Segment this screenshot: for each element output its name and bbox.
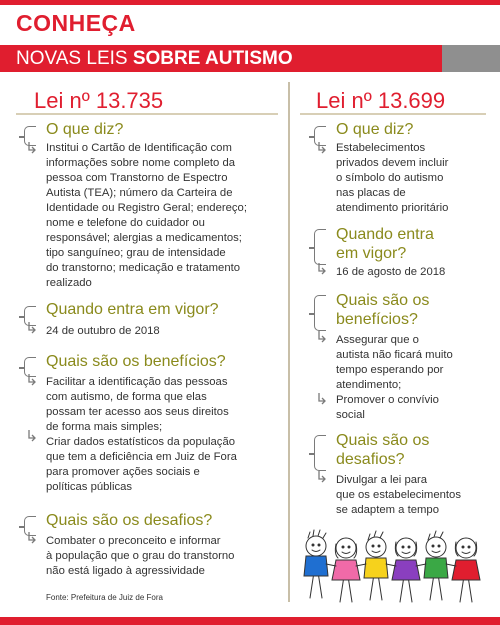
arrow-icon	[28, 532, 36, 544]
left-law-title: Lei nº 13.735	[34, 88, 164, 113]
text-line: privados devem incluir	[336, 157, 449, 169]
left-text-benefits	[46, 375, 237, 495]
text-line: não está ligado à agressividade	[46, 565, 205, 577]
arrow-icon	[318, 142, 326, 154]
right-question-benefits	[336, 291, 429, 329]
text-line: Criar dados estatísticos da população	[46, 436, 236, 448]
text-line: responsável; alergias a medicamentos;	[46, 232, 242, 244]
text-line: 16 de agosto de 2018	[336, 266, 446, 278]
left-law-rule	[16, 113, 278, 115]
text-line: o símbolo do autismo	[336, 172, 444, 184]
question-line: Quando entra	[336, 226, 434, 243]
arrow-icon	[318, 393, 326, 405]
right-question-challenges	[336, 431, 429, 469]
text-line: possam ter acesso aos seus direitos	[46, 406, 229, 418]
right-law-rule	[300, 113, 486, 115]
arrow-icon	[28, 142, 36, 154]
left-question-benefits: Quais são os benefícios?	[46, 353, 226, 370]
text-line: 24 de outubro de 2018	[46, 325, 160, 337]
text-line: de forma mais simples;	[46, 421, 163, 433]
text-line: Estabelecimentos	[336, 142, 426, 154]
text-line: à população que o grau do transtorno	[46, 550, 235, 562]
text-line: se adaptem a tempo	[336, 504, 439, 516]
left-text-challenges	[46, 534, 234, 579]
subtitle-bold: SOBRE AUTISMO	[132, 48, 293, 69]
text-line: informações sobre nome completo da	[46, 157, 236, 169]
left-text-when	[46, 324, 160, 339]
text-line: que tem a deficiência em Juiz de Fora	[46, 451, 237, 463]
text-line: para promover ações sociais e	[46, 466, 200, 478]
question-line: desafios?	[336, 451, 405, 468]
left-text-what	[46, 141, 247, 291]
text-line: atendimento prioritário	[336, 202, 449, 214]
kids-holding-hands-icon	[300, 528, 485, 608]
source-credit: Fonte: Prefeitura de Juiz de Fora	[46, 593, 163, 602]
top-red-bar	[0, 0, 500, 5]
brace-icon	[314, 229, 326, 265]
arrow-icon	[318, 263, 326, 275]
arrow-icon	[28, 430, 36, 442]
text-line: atendimento;	[336, 379, 402, 391]
text-line: social	[336, 409, 365, 421]
arrow-icon	[28, 322, 36, 334]
text-line: Divulgar a lei para	[336, 474, 428, 486]
text-line: Assegurar que o	[336, 334, 419, 346]
right-text-benefits	[336, 333, 453, 423]
text-line: realizado	[46, 277, 92, 289]
text-line: Facilitar a identificação das pessoas	[46, 376, 228, 388]
right-text-challenges	[336, 473, 461, 518]
arrow-icon	[318, 331, 326, 343]
left-question-when: Quando entra em vigor?	[46, 301, 219, 318]
column-divider	[288, 82, 290, 602]
subtitle-band	[0, 45, 442, 72]
question-line: Quais são os	[336, 292, 430, 309]
brace-icon	[314, 295, 326, 331]
text-line: tempo esperando por	[336, 364, 444, 376]
text-line: pessoa com Transtorno de Espectro	[46, 172, 228, 184]
right-text-what	[336, 141, 448, 216]
question-line: Quais são os	[336, 432, 430, 449]
subtitle-band-tail	[442, 45, 500, 72]
text-line: Autista (TEA); número da Carteira de	[46, 187, 233, 199]
bottom-red-bar	[0, 617, 500, 625]
right-question-what	[336, 120, 413, 139]
text-line: políticas públicas	[46, 481, 133, 493]
right-text-when	[336, 265, 445, 280]
text-line: nas placas de	[336, 187, 406, 199]
text-line: autista não ficará muito	[336, 349, 453, 361]
text-line: Promover o convívio	[336, 394, 439, 406]
question-line: em vigor?	[336, 245, 407, 262]
left-question-challenges: Quais são os desafios?	[46, 512, 213, 529]
left-question-what: O que diz?	[46, 121, 124, 138]
text-line: Identidade ou Registro Geral; endereço;	[46, 202, 247, 214]
text-line: nome e telefone do cuidador ou	[46, 217, 205, 229]
arrow-icon	[318, 471, 326, 483]
text-line: tipo sanguíneo; grau de intensidade	[46, 247, 226, 259]
brace-icon	[314, 435, 326, 471]
text-line: Combater o preconceito e informar	[46, 535, 221, 547]
text-line: que os estabelecimentos	[336, 489, 461, 501]
subtitle-regular: NOVAS LEIS	[16, 48, 133, 69]
text-line: com autismo, de forma que elas	[46, 391, 207, 403]
text-line: Institui o Cartão de Identificação com	[46, 142, 232, 154]
arrow-icon	[28, 374, 36, 386]
text-line: do transtorno; medicação e tratamento	[46, 262, 241, 274]
question-line: benefícios?	[336, 311, 418, 328]
question-line: O que diz?	[336, 121, 414, 138]
right-question-when	[336, 225, 434, 263]
right-law-title: Lei nº 13.699	[316, 88, 446, 113]
page-title: CONHEÇA	[16, 10, 136, 36]
